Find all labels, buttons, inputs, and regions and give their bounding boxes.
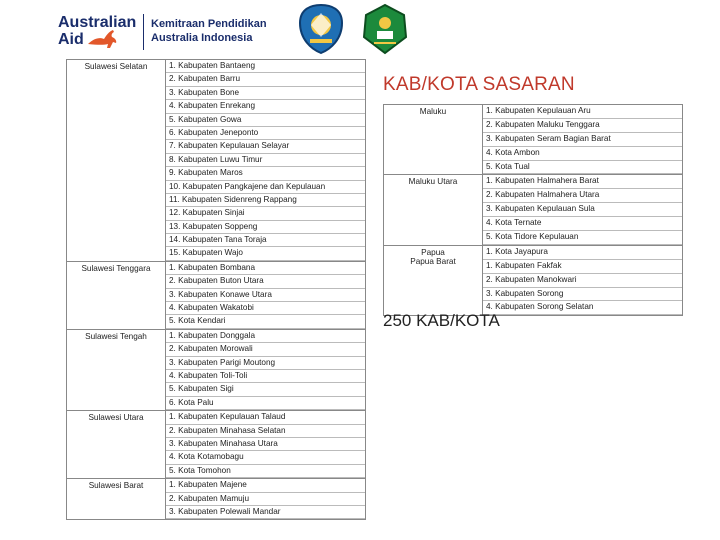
list-item: 2. Kabupaten Buton Utara <box>166 275 365 288</box>
list-item: 5. Kota Tomohon <box>166 465 365 478</box>
region-items <box>166 261 366 329</box>
total-count: 250 KAB/KOTA <box>383 311 500 330</box>
tut-wuri-emblem-icon <box>296 3 346 55</box>
region-row <box>384 175 683 245</box>
region-row <box>67 261 366 329</box>
partner-line-1: Kemitraan Pendidikan <box>151 18 267 30</box>
region-name: Sulawesi Tengah <box>67 329 166 410</box>
list-item: 4. Kota Ambon <box>483 147 682 161</box>
brand-name: Australian <box>58 14 137 31</box>
list-item: 2. Kabupaten Barru <box>166 73 365 86</box>
list-item: 3. Kabupaten Polewali Mandar <box>166 506 365 519</box>
list-item: 4. Kabupaten Wakatobi <box>166 302 365 315</box>
list-item: 4. Kabupaten Toli-Toli <box>166 370 365 383</box>
brand-subname: Aid <box>58 31 84 48</box>
list-item: 1. Kabupaten Bantaeng <box>166 60 365 73</box>
partner-line-2: Australia Indonesia <box>151 32 253 44</box>
list-item: 7. Kabupaten Kepulauan Selayar <box>166 140 365 153</box>
list-item: 3. Kabupaten Bone <box>166 87 365 100</box>
list-item: 1. Kabupaten Halmahera Barat <box>483 175 682 189</box>
list-item: 2. Kabupaten Mamuju <box>166 493 365 506</box>
list-item: 9. Kabupaten Maros <box>166 167 365 180</box>
list-item: 2. Kabupaten Maluku Tenggara <box>483 119 682 133</box>
region-row <box>67 411 366 479</box>
region-items <box>483 245 683 315</box>
list-item: 5. Kota Tual <box>483 161 682 175</box>
region-name: Maluku <box>384 105 483 175</box>
list-item: 1. Kabupaten Fakfak <box>483 260 682 274</box>
region-items <box>483 175 683 245</box>
list-item: 12. Kabupaten Sinjai <box>166 207 365 220</box>
list-item: 4. Kota Ternate <box>483 217 682 231</box>
region-items <box>166 329 366 410</box>
list-item: 2. Kabupaten Minahasa Selatan <box>166 425 365 438</box>
list-item: 10. Kabupaten Pangkajene dan Kepulauan <box>166 181 365 194</box>
right-region-table <box>383 104 683 316</box>
list-item: 3. Kabupaten Parigi Moutong <box>166 357 365 370</box>
list-item: 1. Kabupaten Kepulauan Talaud <box>166 411 365 424</box>
list-item: 2. Kabupaten Morowali <box>166 343 365 356</box>
list-item: 1. Kota Jayapura <box>483 246 682 260</box>
region-name: Sulawesi Utara <box>67 411 166 479</box>
header <box>0 0 720 58</box>
list-item: 3. Kabupaten Kepulauan Sula <box>483 203 682 217</box>
list-item: 6. Kota Palu <box>166 397 365 410</box>
region-name: Maluku Utara <box>384 175 483 245</box>
region-row <box>67 60 366 262</box>
list-item: 2. Kabupaten Halmahera Utara <box>483 189 682 203</box>
region-name: Sulawesi Barat <box>67 479 166 520</box>
list-item: 3. Kabupaten Konawe Utara <box>166 289 365 302</box>
region-name: Sulawesi Tenggara <box>67 261 166 329</box>
list-item: 14. Kabupaten Tana Toraja <box>166 234 365 247</box>
list-item: 5. Kabupaten Gowa <box>166 114 365 127</box>
list-item: 6. Kabupaten Jeneponto <box>166 127 365 140</box>
region-row <box>384 105 683 175</box>
header-divider <box>143 14 144 50</box>
region-items <box>166 60 366 262</box>
region-row <box>384 245 683 315</box>
list-item: 3. Kabupaten Sorong <box>483 288 682 302</box>
region-items <box>483 105 683 175</box>
list-item: 1. Kabupaten Donggala <box>166 330 365 343</box>
list-item: 5. Kabupaten Sigi <box>166 383 365 396</box>
region-row <box>67 329 366 410</box>
list-item: 4. Kabupaten Sorong Selatan <box>483 301 682 315</box>
region-name: Sulawesi Selatan <box>67 60 166 262</box>
list-item: 11. Kabupaten Sidenreng Rappang <box>166 194 365 207</box>
list-item: 4. Kota Kotamobagu <box>166 451 365 464</box>
list-item: 5. Kota Tidore Kepulauan <box>483 231 682 245</box>
list-item: 3. Kabupaten Seram Bagian Barat <box>483 133 682 147</box>
list-item: 4. Kabupaten Enrekang <box>166 100 365 113</box>
list-item: 8. Kabupaten Luwu Timur <box>166 154 365 167</box>
list-item: 13. Kabupaten Soppeng <box>166 221 365 234</box>
region-items <box>166 411 366 479</box>
list-item: 1. Kabupaten Kepulauan Aru <box>483 105 682 119</box>
list-item: 2. Kabupaten Manokwari <box>483 274 682 288</box>
kemenag-emblem-icon <box>360 3 410 55</box>
list-item: 5. Kota Kendari <box>166 315 365 328</box>
kangaroo-icon <box>86 28 120 50</box>
region-row <box>67 479 366 520</box>
region-name: Papua Papua Barat <box>384 245 483 315</box>
page-title: KAB/KOTA SASARAN <box>383 74 575 95</box>
region-items <box>166 479 366 520</box>
list-item: 1. Kabupaten Bombana <box>166 262 365 275</box>
left-region-table <box>66 59 366 520</box>
list-item: 15. Kabupaten Wajo <box>166 247 365 260</box>
list-item: 1. Kabupaten Majene <box>166 479 365 492</box>
list-item: 3. Kabupaten Minahasa Utara <box>166 438 365 451</box>
